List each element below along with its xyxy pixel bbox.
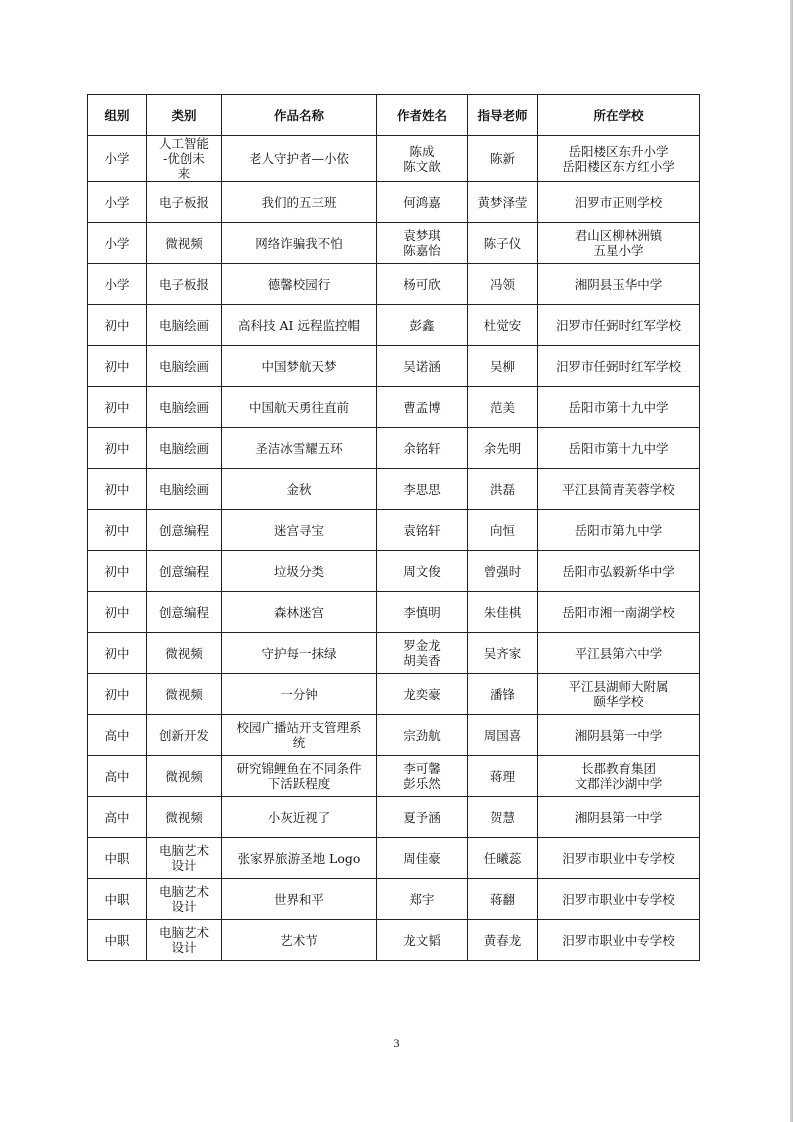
table-row xyxy=(88,551,700,592)
cell-school-line: 平江县湖师大附属 xyxy=(568,679,669,694)
cell-teacher: 陈子仪 xyxy=(468,223,538,264)
cell-work-title-line: 中国航天勇往直前 xyxy=(248,399,349,415)
cell-school xyxy=(538,838,700,879)
cell-group: 初中 xyxy=(88,510,147,551)
cell-school-line: 文郡洋沙湖中学 xyxy=(574,776,663,791)
cell-category xyxy=(147,879,222,920)
cell-school xyxy=(538,223,700,264)
cell-group: 中职 xyxy=(88,879,147,920)
cell-school xyxy=(538,715,700,756)
cell-category-line: 电脑绘画 xyxy=(158,317,209,333)
cell-category xyxy=(147,838,222,879)
cell-school-line: 平江县第六中学 xyxy=(574,645,663,661)
cell-author-line: 陈嘉怡 xyxy=(403,243,441,258)
cell-author-line: 杨可欣 xyxy=(403,276,441,292)
cell-work-title xyxy=(222,920,377,961)
cell-work-title-line: 校园广播站开支管理系 xyxy=(236,720,362,735)
cell-work-title-line: 小灰近视了 xyxy=(267,809,331,825)
table-row xyxy=(88,756,700,797)
cell-author-line: 宗劲航 xyxy=(403,727,441,743)
header-teacher: 指导老师 xyxy=(468,95,538,136)
table-body xyxy=(88,136,700,961)
cell-work-title xyxy=(222,264,377,305)
cell-category xyxy=(147,387,222,428)
cell-school-line: 湘阴县第一中学 xyxy=(574,809,663,825)
cell-category xyxy=(147,797,222,838)
cell-teacher: 贺慧 xyxy=(468,797,538,838)
cell-work-title-line: 守护每一抹绿 xyxy=(261,645,337,661)
cell-category-line: 电子板报 xyxy=(158,276,209,292)
cell-school xyxy=(538,920,700,961)
cell-author xyxy=(377,136,468,182)
cell-school-line: 汨罗市正则学校 xyxy=(574,194,663,210)
cell-teacher: 黄梦泽莹 xyxy=(468,182,538,223)
cell-author xyxy=(377,387,468,428)
cell-author-line: 李可馨 xyxy=(403,761,441,776)
cell-work-title-line: 世界和平 xyxy=(273,891,324,907)
cell-author-line: 袁铭轩 xyxy=(403,522,441,538)
table-row xyxy=(88,428,700,469)
cell-category-line: 创意编程 xyxy=(158,604,209,620)
table-row xyxy=(88,592,700,633)
cell-work-title-line: 我们的五三班 xyxy=(261,194,337,210)
cell-category-line: 微视频 xyxy=(165,235,203,251)
table-row xyxy=(88,920,700,961)
table-row xyxy=(88,838,700,879)
cell-author xyxy=(377,797,468,838)
cell-category-line: 微视频 xyxy=(165,809,203,825)
cell-group: 小学 xyxy=(88,223,147,264)
cell-category xyxy=(147,674,222,715)
cell-work-title-line: 网络诈骗我不怕 xyxy=(255,235,343,251)
cell-school xyxy=(538,346,700,387)
cell-teacher: 曾强时 xyxy=(468,551,538,592)
cell-work-title xyxy=(222,592,377,633)
cell-school-line: 汨罗市职业中专学校 xyxy=(562,891,675,907)
cell-school xyxy=(538,182,700,223)
cell-school-line: 颐华学校 xyxy=(593,694,644,709)
cell-category-line: 电脑艺术 xyxy=(158,884,209,899)
cell-author xyxy=(377,428,468,469)
cell-author xyxy=(377,920,468,961)
cell-group: 初中 xyxy=(88,428,147,469)
cell-category-line: -优创未 xyxy=(163,151,205,166)
cell-school xyxy=(538,305,700,346)
table-row xyxy=(88,223,700,264)
table-row xyxy=(88,264,700,305)
cell-teacher: 吴柳 xyxy=(468,346,538,387)
cell-work-title xyxy=(222,715,377,756)
cell-author xyxy=(377,592,468,633)
cell-author-line: 陈成 xyxy=(409,143,435,159)
cell-teacher: 陈新 xyxy=(468,136,538,182)
cell-category xyxy=(147,182,222,223)
cell-school xyxy=(538,136,700,182)
cell-group: 高中 xyxy=(88,756,147,797)
cell-group: 小学 xyxy=(88,264,147,305)
cell-author-line: 彭乐然 xyxy=(403,776,441,791)
cell-work-title xyxy=(222,838,377,879)
cell-author xyxy=(377,715,468,756)
cell-school-line: 五星小学 xyxy=(593,243,644,258)
cell-author-line: 龙奕豪 xyxy=(403,686,441,702)
cell-school-line: 汨罗市职业中专学校 xyxy=(562,850,675,866)
cell-group: 初中 xyxy=(88,346,147,387)
cell-category-line: 电脑艺术 xyxy=(158,925,209,940)
cell-work-title xyxy=(222,510,377,551)
cell-group: 小学 xyxy=(88,136,147,182)
cell-school-line: 岳阳楼区东方红小学 xyxy=(562,158,675,174)
cell-teacher: 蒋翻 xyxy=(468,879,538,920)
cell-group: 高中 xyxy=(88,715,147,756)
cell-group: 初中 xyxy=(88,551,147,592)
cell-author xyxy=(377,756,468,797)
cell-group: 初中 xyxy=(88,469,147,510)
page-number: 3 xyxy=(393,1036,400,1050)
cell-author xyxy=(377,346,468,387)
cell-category-line: 微视频 xyxy=(165,686,203,702)
table-row xyxy=(88,879,700,920)
cell-author-line: 吴诺涵 xyxy=(403,358,441,374)
cell-author xyxy=(377,264,468,305)
cell-work-title-line: 中国梦航天梦 xyxy=(261,358,337,374)
cell-category-line: 来 xyxy=(177,166,191,181)
cell-author-line: 李慎明 xyxy=(403,604,441,620)
cell-work-title xyxy=(222,136,377,182)
cell-author-line: 余铭轩 xyxy=(403,440,441,456)
cell-author xyxy=(377,838,468,879)
cell-work-title xyxy=(222,387,377,428)
cell-work-title xyxy=(222,223,377,264)
cell-work-title xyxy=(222,346,377,387)
cell-group: 初中 xyxy=(88,633,147,674)
cell-category xyxy=(147,510,222,551)
cell-group: 中职 xyxy=(88,838,147,879)
cell-school xyxy=(538,264,700,305)
cell-group: 初中 xyxy=(88,387,147,428)
cell-school-line: 湘阴县第一中学 xyxy=(574,727,663,743)
cell-author xyxy=(377,305,468,346)
cell-work-title-line: 德馨校园行 xyxy=(267,276,331,292)
cell-teacher: 余先明 xyxy=(468,428,538,469)
header-category: 类别 xyxy=(147,95,222,136)
cell-category-line: 微视频 xyxy=(165,768,203,784)
cell-author-line: 陈文歆 xyxy=(403,158,441,174)
cell-school-line: 长郡教育集团 xyxy=(580,761,656,776)
cell-school-line: 汨罗市职业中专学校 xyxy=(562,932,675,948)
cell-work-title-line: 高科技 AI 远程监控帽 xyxy=(238,317,360,333)
cell-category xyxy=(147,756,222,797)
cell-author xyxy=(377,633,468,674)
cell-work-title xyxy=(222,633,377,674)
cell-teacher: 杜觉安 xyxy=(468,305,538,346)
cell-category xyxy=(147,715,222,756)
cell-category xyxy=(147,428,222,469)
cell-school-line: 岳阳市湘一南湖学校 xyxy=(562,604,675,620)
table-row xyxy=(88,182,700,223)
cell-category-line: 电脑绘画 xyxy=(158,358,209,374)
cell-work-title xyxy=(222,469,377,510)
cell-author xyxy=(377,674,468,715)
cell-school-line: 岳阳市第九中学 xyxy=(574,522,663,538)
cell-category xyxy=(147,136,222,182)
cell-category xyxy=(147,920,222,961)
cell-category-line: 创意编程 xyxy=(158,563,209,579)
header-school: 所在学校 xyxy=(538,95,700,136)
cell-author-line: 何鸿嘉 xyxy=(403,194,441,210)
cell-school xyxy=(538,756,700,797)
cell-teacher: 冯领 xyxy=(468,264,538,305)
table-row xyxy=(88,633,700,674)
cell-author-line: 夏予涵 xyxy=(403,809,441,825)
cell-school xyxy=(538,510,700,551)
cell-school xyxy=(538,387,700,428)
cell-teacher: 任曦蕊 xyxy=(468,838,538,879)
cell-author xyxy=(377,551,468,592)
cell-category-line: 创意编程 xyxy=(158,522,209,538)
cell-work-title-line: 研究锦鲤鱼在不同条件 xyxy=(236,761,362,776)
cell-author-line: 李思思 xyxy=(403,481,441,497)
cell-work-title xyxy=(222,551,377,592)
cell-group: 高中 xyxy=(88,797,147,838)
cell-teacher: 向恒 xyxy=(468,510,538,551)
cell-category xyxy=(147,264,222,305)
cell-group: 初中 xyxy=(88,305,147,346)
table-row xyxy=(88,797,700,838)
cell-category xyxy=(147,305,222,346)
cell-work-title xyxy=(222,879,377,920)
cell-teacher: 周国喜 xyxy=(468,715,538,756)
cell-work-title xyxy=(222,428,377,469)
cell-category-line: 电脑绘画 xyxy=(158,440,209,456)
cell-work-title-line: 张家界旅游圣地 Logo xyxy=(237,850,361,866)
cell-school-line: 岳阳市第十九中学 xyxy=(568,399,669,415)
cell-group: 小学 xyxy=(88,182,147,223)
cell-school xyxy=(538,797,700,838)
table-row xyxy=(88,305,700,346)
cell-school xyxy=(538,428,700,469)
table-header-row xyxy=(88,95,700,136)
cell-school-line: 岳阳市第十九中学 xyxy=(568,440,669,456)
cell-teacher: 吴齐家 xyxy=(468,633,538,674)
cell-work-title-line: 垃圾分类 xyxy=(273,563,324,579)
cell-school xyxy=(538,633,700,674)
cell-work-title-line: 金秋 xyxy=(286,481,312,497)
cell-teacher: 黄春龙 xyxy=(468,920,538,961)
cell-category-line: 微视频 xyxy=(165,645,203,661)
cell-school-line: 岳阳市弘毅新华中学 xyxy=(562,563,675,579)
cell-work-title xyxy=(222,797,377,838)
cell-category xyxy=(147,469,222,510)
cell-author-line: 郑宇 xyxy=(409,891,435,907)
cell-work-title-line: 森林迷宫 xyxy=(273,604,324,620)
cell-author xyxy=(377,879,468,920)
cell-author-line: 胡美香 xyxy=(403,653,441,668)
cell-teacher: 洪磊 xyxy=(468,469,538,510)
cell-category xyxy=(147,633,222,674)
cell-school xyxy=(538,469,700,510)
cell-category xyxy=(147,346,222,387)
cell-category-line: 设计 xyxy=(171,899,197,914)
cell-category-line: 电脑绘画 xyxy=(158,399,209,415)
cell-group: 初中 xyxy=(88,592,147,633)
cell-school-line: 汨罗市任弼时红军学校 xyxy=(555,317,681,333)
table-row xyxy=(88,346,700,387)
cell-school-line: 平江县简青芙蓉学校 xyxy=(562,481,675,497)
cell-work-title-line: 圣洁冰雪耀五环 xyxy=(255,440,343,456)
cell-author-line: 曹孟博 xyxy=(403,399,441,415)
cell-teacher: 蒋理 xyxy=(468,756,538,797)
cell-work-title-line: 下活跃程度 xyxy=(267,776,331,791)
cell-group: 中职 xyxy=(88,920,147,961)
table-row xyxy=(88,674,700,715)
table-row xyxy=(88,715,700,756)
cell-work-title xyxy=(222,182,377,223)
cell-author-line: 彭鑫 xyxy=(409,317,435,333)
cell-school xyxy=(538,879,700,920)
cell-author-line: 周文俊 xyxy=(403,563,441,579)
cell-author-line: 周佳豪 xyxy=(403,850,441,866)
cell-teacher: 朱佳棋 xyxy=(468,592,538,633)
cell-school xyxy=(538,551,700,592)
cell-category-line: 电子板报 xyxy=(158,194,209,210)
table-row xyxy=(88,510,700,551)
cell-category-line: 设计 xyxy=(171,858,197,873)
cell-work-title-line: 统 xyxy=(292,735,306,750)
cell-work-title-line: 一分钟 xyxy=(280,686,318,702)
cell-category-line: 设计 xyxy=(171,940,197,955)
cell-school-line: 岳阳楼区东升小学 xyxy=(568,143,669,159)
cell-category xyxy=(147,592,222,633)
cell-category xyxy=(147,223,222,264)
cell-work-title-line: 迷宫寻宝 xyxy=(273,522,324,538)
cell-author xyxy=(377,469,468,510)
header-author: 作者姓名 xyxy=(377,95,468,136)
cell-school xyxy=(538,592,700,633)
cell-author-line: 罗金龙 xyxy=(403,638,441,653)
cell-school-line: 君山区柳林洲镇 xyxy=(574,228,663,243)
cell-author xyxy=(377,182,468,223)
header-work-title: 作品名称 xyxy=(222,95,377,136)
cell-school xyxy=(538,674,700,715)
cell-category-line: 电脑绘画 xyxy=(158,481,209,497)
cell-category xyxy=(147,551,222,592)
cell-work-title xyxy=(222,305,377,346)
award-list-table xyxy=(87,94,700,961)
cell-author xyxy=(377,510,468,551)
cell-teacher: 潘锋 xyxy=(468,674,538,715)
cell-teacher: 范美 xyxy=(468,387,538,428)
cell-author-line: 龙文韬 xyxy=(403,932,441,948)
cell-category-line: 电脑艺术 xyxy=(158,843,209,858)
cell-group: 初中 xyxy=(88,674,147,715)
table-row xyxy=(88,387,700,428)
table-row xyxy=(88,136,700,182)
cell-work-title xyxy=(222,756,377,797)
cell-category-line: 人工智能 xyxy=(158,136,209,151)
cell-school-line: 湘阴县玉华中学 xyxy=(574,276,663,292)
header-group: 组别 xyxy=(88,95,147,136)
cell-work-title xyxy=(222,674,377,715)
cell-work-title-line: 老人守护者—小依 xyxy=(248,151,349,166)
cell-category-line: 创新开发 xyxy=(158,727,209,743)
cell-work-title-line: 艺术节 xyxy=(280,932,318,948)
cell-author-line: 袁梦琪 xyxy=(403,228,441,243)
cell-school-line: 汨罗市任弼时红军学校 xyxy=(555,358,681,374)
cell-author xyxy=(377,223,468,264)
table-row xyxy=(88,469,700,510)
